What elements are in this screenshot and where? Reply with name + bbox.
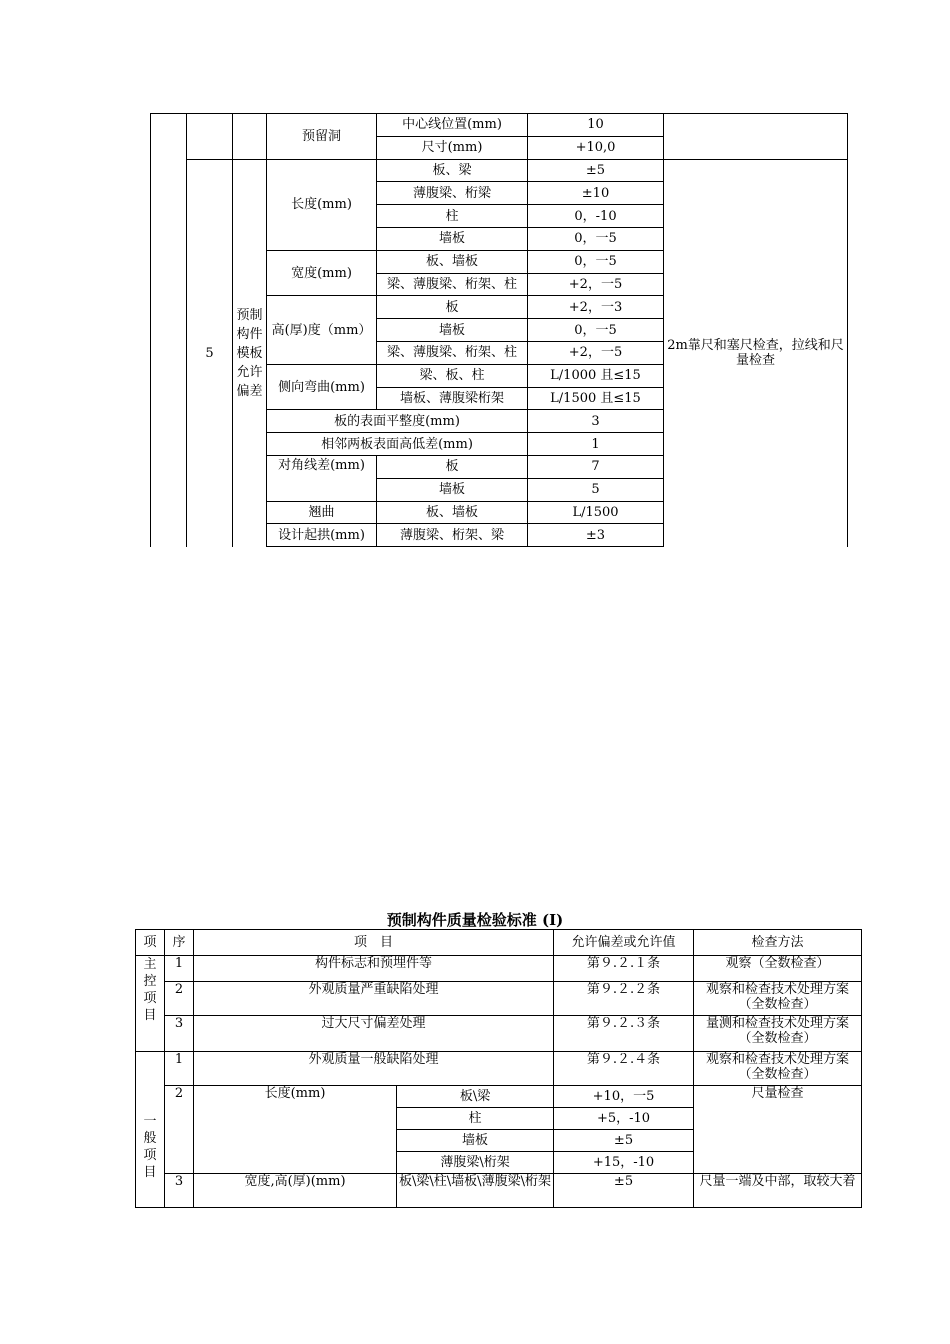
category-label <box>233 159 267 547</box>
value-cell: 0，一5 <box>528 250 664 273</box>
tolerance-cell: 第９.２.４条 <box>554 1052 694 1086</box>
item-cell: 梁、薄腹梁、桁架、柱 <box>377 341 528 364</box>
diagonal-label: 对角线差(mm) <box>267 455 377 501</box>
group-line: 般 <box>143 1131 157 1146</box>
item-cell: 柱 <box>377 205 528 228</box>
category-line: 偏差 <box>236 383 263 399</box>
item-cell: 板、墙板 <box>377 250 528 273</box>
table-row <box>136 1016 862 1052</box>
tolerance-cell: ±5 <box>554 1130 694 1152</box>
tolerance-cell: +5，-10 <box>554 1108 694 1130</box>
seq-number: 5 <box>187 159 233 547</box>
item-cell: 板 <box>377 296 528 319</box>
sub-item-cell: 柱 <box>397 1108 554 1130</box>
header-project: 项 <box>136 930 165 956</box>
tolerance-table-formwork <box>150 113 848 547</box>
value-cell: 0，一5 <box>528 227 664 250</box>
group-line: 项 <box>143 1148 157 1163</box>
value-cell: L/1500 且≤15 <box>528 387 664 410</box>
table-row <box>151 159 848 182</box>
item-cell: 薄腹梁、桁梁 <box>377 182 528 205</box>
group-line: 控 <box>143 974 157 989</box>
category-line: 允许 <box>236 364 263 380</box>
item-cell: 墙板 <box>377 227 528 250</box>
tolerance-cell: +10，一5 <box>554 1086 694 1108</box>
tolerance-cell: 第９.２.１条 <box>554 956 694 982</box>
seq-cell: 2 <box>165 982 194 1016</box>
method-cell: 尺量检查 <box>694 1086 862 1174</box>
header-method: 检查方法 <box>694 930 862 956</box>
category-line: 构件 <box>236 326 263 342</box>
header-seq: 序 <box>165 930 194 956</box>
bending-label: 侧向弯曲(mm) <box>267 364 377 410</box>
quality-inspection-table <box>135 929 862 1208</box>
table-row <box>151 114 848 137</box>
item-cell: 薄腹梁、桁架、梁 <box>377 524 528 547</box>
item-cell: 梁、薄腹梁、桁架、柱 <box>377 273 528 296</box>
value-cell: ±10 <box>528 182 664 205</box>
category-line: 模板 <box>236 345 263 361</box>
item-cell: 构件标志和预埋件等 <box>194 956 554 982</box>
value-cell: ±5 <box>528 159 664 182</box>
method-cell-blank <box>664 114 848 160</box>
method-cell: 观察和检查技术处理方案（全数检查） <box>694 1052 862 1086</box>
header-tolerance: 允许偏差或允许值 <box>554 930 694 956</box>
method-cell: 量测和检查技术处理方案（全数检查） <box>694 1016 862 1052</box>
value-cell: L/1000 且≤15 <box>528 364 664 387</box>
item-cell: 尺寸(mm) <box>377 136 528 159</box>
item-cell: 板、梁 <box>377 159 528 182</box>
item-cell: 外观质量一般缺陷处理 <box>194 1052 554 1086</box>
sub-item-cell: 板\梁 <box>397 1086 554 1108</box>
seq-cell: 1 <box>165 1052 194 1086</box>
table-row <box>136 982 862 1016</box>
item-cell: 墙板 <box>377 478 528 501</box>
item-cell: 板、墙板 <box>377 501 528 524</box>
value-cell: 10 <box>528 114 664 137</box>
sub-item-cell: 薄腹梁\桁架 <box>397 1152 554 1174</box>
item-cell: 宽度,高(厚)(mm) <box>194 1174 397 1208</box>
seq-cell: 3 <box>165 1016 194 1052</box>
method-cell: 观察（全数检查） <box>694 956 862 982</box>
project-cell <box>151 114 187 547</box>
category-cell <box>233 114 267 160</box>
sub-item-cell: 板\梁\柱\墙板\薄腹梁\桁架 <box>397 1174 554 1208</box>
length-label: 长度(mm) <box>267 159 377 250</box>
group-line: 主 <box>143 957 157 972</box>
seq-cell: 2 <box>165 1086 194 1174</box>
table-row <box>136 1052 862 1086</box>
item-cell: 过大尺寸偏差处理 <box>194 1016 554 1052</box>
item-cell: 长度(mm) <box>194 1086 397 1174</box>
reserved-hole-label: 预留洞 <box>267 114 377 160</box>
item-cell: 梁、板、柱 <box>377 364 528 387</box>
check-method: 2m靠尺和塞尺检查，拉线和尺量检查 <box>664 159 848 547</box>
group-line: 一 <box>143 1114 157 1129</box>
tolerance-cell: 第９.２.３条 <box>554 1016 694 1052</box>
seq-cell <box>187 114 233 160</box>
value-cell: 7 <box>528 455 664 478</box>
value-cell: ±3 <box>528 524 664 547</box>
group-line: 目 <box>143 1165 157 1180</box>
value-cell: 0，-10 <box>528 205 664 228</box>
adjacent-label: 相邻两板表面高低差(mm) <box>267 433 528 456</box>
group-main-control <box>136 956 165 1052</box>
group-line: 目 <box>143 1008 157 1023</box>
value-cell: L/1500 <box>528 501 664 524</box>
header-row <box>136 930 862 956</box>
item-cell: 外观质量严重缺陷处理 <box>194 982 554 1016</box>
width-label: 宽度(mm) <box>267 250 377 296</box>
group-general <box>136 1052 165 1208</box>
value-cell: +2，一5 <box>528 273 664 296</box>
value-cell: 5 <box>528 478 664 501</box>
camber-label: 设计起拱(mm) <box>267 524 377 547</box>
item-cell: 板 <box>377 455 528 478</box>
value-cell: +2，一5 <box>528 341 664 364</box>
value-cell: +2，一3 <box>528 296 664 319</box>
table-row <box>136 1174 862 1208</box>
value-cell: 1 <box>528 433 664 456</box>
tolerance-cell: +15，-10 <box>554 1152 694 1174</box>
seq-cell: 1 <box>165 956 194 982</box>
group-line: 项 <box>143 991 157 1006</box>
sub-item-cell: 墙板 <box>397 1130 554 1152</box>
method-cell: 观察和检查技术处理方案（全数检查） <box>694 982 862 1016</box>
value-cell: 0，一5 <box>528 319 664 342</box>
category-line: 预制 <box>236 307 263 323</box>
height-label: 高(厚)度（mm） <box>267 296 377 364</box>
value-cell: 3 <box>528 410 664 433</box>
method-cell: 尺量一端及中部，取较大着 <box>694 1174 862 1208</box>
item-cell: 墙板、薄腹梁桁架 <box>377 387 528 410</box>
item-cell: 中心线位置(mm) <box>377 114 528 137</box>
flatness-label: 板的表面平整度(mm) <box>267 410 528 433</box>
item-cell: 墙板 <box>377 319 528 342</box>
seq-cell: 3 <box>165 1174 194 1208</box>
value-cell: +10,0 <box>528 136 664 159</box>
table-row <box>136 956 862 982</box>
tolerance-cell: ±5 <box>554 1174 694 1208</box>
table-row <box>136 1086 862 1108</box>
table-title: 预制构件质量检验标准 (I) <box>386 911 564 929</box>
tolerance-cell: 第９.２.２条 <box>554 982 694 1016</box>
header-item: 项 目 <box>194 930 554 956</box>
warp-label: 翘曲 <box>267 501 377 524</box>
